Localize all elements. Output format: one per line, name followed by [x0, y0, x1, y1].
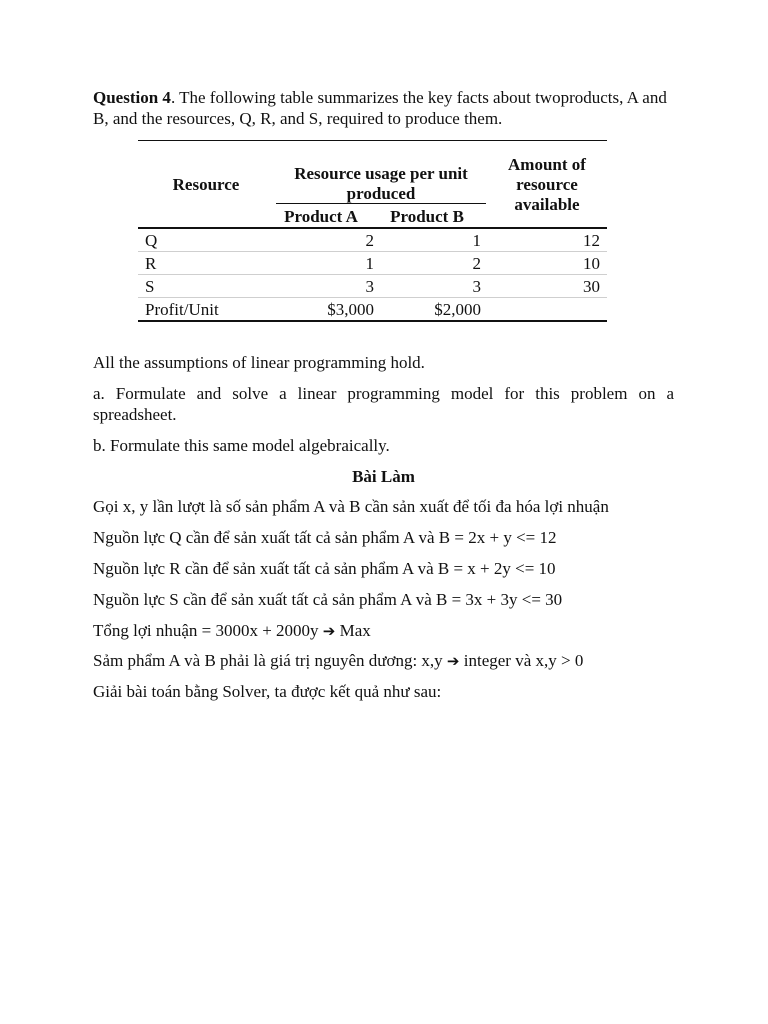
integer-constraint-tail: integer và x,y > 0	[459, 651, 584, 670]
solution-line-5	[93, 620, 674, 642]
row-divider	[138, 251, 607, 252]
header-product-b: Product B	[390, 207, 464, 226]
header-product-a: Product A	[284, 207, 358, 226]
assumptions-text: All the assumptions of linear programming hold.	[93, 353, 425, 372]
table-top-rule	[138, 140, 607, 141]
row-divider	[138, 297, 607, 298]
header-amount: Amount of resource available	[508, 155, 586, 214]
solution-line-6	[93, 650, 674, 672]
question-paragraph	[93, 87, 674, 129]
row-label-profit: Profit/Unit	[145, 300, 219, 319]
solution-line-4: Nguồn lực S cần để sản xuất tất cả sản phẩm A và B = 3x + 3y <= 30	[93, 590, 563, 609]
row-label-r: R	[145, 254, 157, 273]
part-a-text: a. Formulate and solve a linear programming model for this problem on a spreadsheet.	[93, 384, 674, 424]
integer-constraint-text: Sảm phẩm A và B phải là giá trị nguyên dương: x,y	[93, 651, 447, 670]
question-label: Question 4	[93, 88, 171, 107]
cell-r-avail: 10	[583, 254, 600, 273]
cell-profit-b: $2,000	[434, 300, 481, 319]
cell-r-a: 1	[365, 254, 374, 273]
header-bottom-rule	[138, 227, 607, 229]
solution-title: Bài Làm	[352, 467, 415, 486]
row-divider	[138, 274, 607, 275]
cell-r-b: 2	[472, 254, 481, 273]
arrow-right-icon: ➔	[446, 652, 460, 670]
header-group-rule	[276, 203, 486, 204]
cell-profit-a: $3,000	[327, 300, 374, 319]
objective-text: Tổng lợi nhuận = 3000x + 2000y	[93, 621, 323, 640]
question-text: . The following table summarizes the key facts about twoproducts, A and B, and the resources, Q, R, and S, required to produce them.	[93, 88, 667, 128]
resource-table	[138, 140, 607, 322]
cell-q-a: 2	[365, 231, 374, 250]
row-label-s: S	[145, 277, 155, 296]
table-bottom-rule	[138, 320, 607, 322]
cell-q-avail: 12	[583, 231, 600, 250]
row-label-q: Q	[145, 231, 158, 250]
solution-line-2: Nguồn lực Q cần để sản xuất tất cả sản phẩm A và B = 2x + y <= 12	[93, 528, 557, 547]
part-b-text: b. Formulate this same model algebraically.	[93, 436, 390, 455]
cell-s-a: 3	[365, 277, 374, 296]
cell-s-avail: 30	[583, 277, 600, 296]
cell-q-b: 1	[472, 231, 481, 250]
solution-line-7: Giải bài toán bằng Solver, ta được kết quả như sau:	[93, 682, 442, 701]
objective-max: Max	[335, 621, 371, 640]
arrow-right-icon: ➔	[322, 622, 336, 640]
header-usage-group: Resource usage per unit produced	[294, 164, 468, 203]
solution-line-3: Nguồn lực R cần để sản xuất tất cả sản phẩm A và B = x + 2y <= 10	[93, 559, 556, 578]
solution-line-1: Gọi x, y lần lượt là số sản phẩm A và B cần sản xuất để tối đa hóa lợi nhuận	[93, 497, 609, 516]
header-resource: Resource	[172, 175, 240, 194]
cell-s-b: 3	[472, 277, 481, 296]
